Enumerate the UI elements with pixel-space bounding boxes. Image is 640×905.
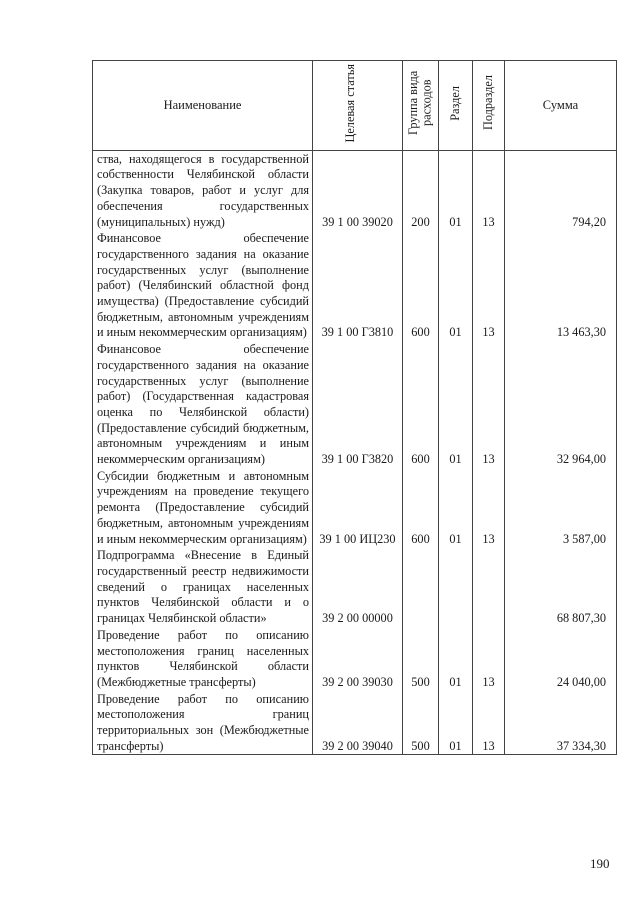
row-article: 39 2 00 39040 <box>313 691 403 755</box>
header-name: Наименование <box>93 61 313 151</box>
row-sum: 24 040,00 <box>505 627 617 691</box>
row-name: Проведение работ по описанию местоположения границ территориальных зон (Межбюджетные трансферты) <box>93 691 313 755</box>
table-row <box>93 627 617 691</box>
row-group <box>403 547 439 627</box>
row-sum: 68 807,30 <box>505 547 617 627</box>
row-name: ства, находящегося в государственной собственности Челябинской области (Закупка товаров, работ и услуг для обеспечения государственных (муниципальных) нужд) <box>93 150 313 230</box>
row-article: 39 1 00 Г3820 <box>313 341 403 468</box>
table-row <box>93 468 617 548</box>
page-number: 190 <box>590 856 610 871</box>
row-name: Финансовое обеспечение государственного задания на оказание государственных услуг (выполнение работ) (Государственная кадастровая оценка по Челябинской области) (Предоставление субсидий бюджетным, автономным учреждениям и иным некоммерческим организациям) <box>93 341 313 468</box>
row-sum: 37 334,30 <box>505 691 617 755</box>
row-subsection: 13 <box>473 150 505 230</box>
budget-table <box>92 60 617 755</box>
header-subsection: Подраздел <box>473 61 505 151</box>
row-subsection: 13 <box>473 691 505 755</box>
row-group: 600 <box>403 468 439 548</box>
header-article: Целевая статья <box>313 61 403 151</box>
row-group: 600 <box>403 341 439 468</box>
table-row <box>93 341 617 468</box>
row-article: 39 2 00 39030 <box>313 627 403 691</box>
header-group: Группа вида расходов <box>403 61 439 151</box>
row-article: 39 2 00 00000 <box>313 547 403 627</box>
row-subsection: 13 <box>473 230 505 341</box>
row-subsection: 13 <box>473 627 505 691</box>
row-group: 500 <box>403 627 439 691</box>
table-row <box>93 230 617 341</box>
row-section <box>439 547 473 627</box>
row-name: Субсидии бюджетным и автономным учреждениям на проведение текущего ремонта (Предоставление субсидий бюджетным, автономным учреждениям и иным некоммерческим организациям) <box>93 468 313 548</box>
row-group: 500 <box>403 691 439 755</box>
row-section: 01 <box>439 230 473 341</box>
row-subsection: 13 <box>473 341 505 468</box>
row-subsection <box>473 547 505 627</box>
header-section: Раздел <box>439 61 473 151</box>
row-group: 200 <box>403 150 439 230</box>
row-article: 39 1 00 39020 <box>313 150 403 230</box>
row-sum: 32 964,00 <box>505 341 617 468</box>
row-name: Проведение работ по описанию местоположения границ населенных пунктов Челябинской области (Межбюджетные трансферты) <box>93 627 313 691</box>
row-article: 39 1 00 ИЦ230 <box>313 468 403 548</box>
row-sum: 13 463,30 <box>505 230 617 341</box>
row-section: 01 <box>439 627 473 691</box>
row-name: Подпрограмма «Внесение в Единый государственный реестр недвижимости сведений о границах населенных пунктов Челябинской области и о границах Челябинской области» <box>93 547 313 627</box>
table-row <box>93 691 617 755</box>
row-section: 01 <box>439 341 473 468</box>
row-section: 01 <box>439 691 473 755</box>
row-sum: 3 587,00 <box>505 468 617 548</box>
row-group: 600 <box>403 230 439 341</box>
row-article: 39 1 00 Г3810 <box>313 230 403 341</box>
row-section: 01 <box>439 468 473 548</box>
header-sum: Сумма <box>505 61 617 151</box>
table-row <box>93 150 617 230</box>
row-section: 01 <box>439 150 473 230</box>
row-sum: 794,20 <box>505 150 617 230</box>
table-row <box>93 547 617 627</box>
table-header-row <box>93 61 617 151</box>
row-name: Финансовое обеспечение государственного задания на оказание государственных услуг (выполнение работ) (Челябинский областной фонд имущества) (Предоставление субсидий бюджетным, автономным учреждениям и иным некоммерческим организациям) <box>93 230 313 341</box>
row-subsection: 13 <box>473 468 505 548</box>
